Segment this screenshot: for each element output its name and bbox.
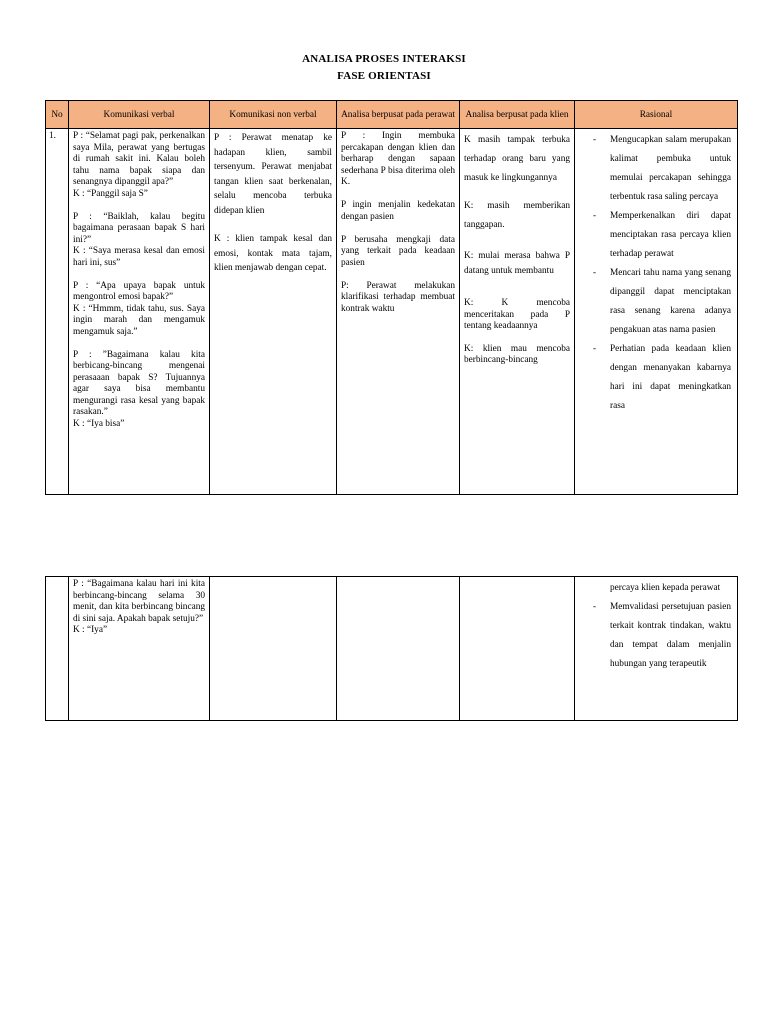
rasional-item xyxy=(577,598,731,674)
row-number: 1. xyxy=(46,129,69,495)
klien-analysis-cell xyxy=(460,577,575,721)
klien-line: K: klien mau mencoba berbincang-bincang xyxy=(464,343,570,365)
nonverbal-cell xyxy=(210,129,337,495)
verbal-line: K : “Panggil saja S” xyxy=(73,188,148,199)
rasional-item xyxy=(577,340,731,416)
nonverbal-line: K : klien tampak kesal dan emosi, kontak mata tajam, klien menjawab dengan cepat. xyxy=(214,234,332,273)
rasional-text: Memvalidasi persetujuan pasien terkait kontrak tindakan, waktu dan tempat dalam menjalin hubungan yang terapeutik xyxy=(610,602,731,669)
rasional-cell xyxy=(575,577,738,721)
perawat-line: P berusaha mengkaji data yang terkait pada keadaan pasien xyxy=(341,234,455,268)
klien-analysis-cell xyxy=(460,129,575,495)
rasional-continuation: percaya klien kepada perawat xyxy=(610,583,721,593)
verbal-line: P : ”Bagaimana kalau kita berbicang-bincang mengenai perasaaan bapak S? Tujuannya agar saya bisa membantu mengurangi rasa kesal yang bapak rasakan.” xyxy=(73,349,205,417)
verbal-line: K : “Iya bisa” xyxy=(73,418,125,429)
perawat-analysis-cell xyxy=(337,577,460,721)
header-verbal: Komunikasi verbal xyxy=(69,101,210,129)
rasional-item xyxy=(577,131,731,207)
bullet-marker: - xyxy=(593,211,597,221)
verbal-line: P : “Baiklah, kalau begitu bagaimana perasaan bapak S hari ini?” xyxy=(73,211,205,245)
rasional-text: Memperkenalkan diri dapat menciptakan rasa percaya klien terhadap perawat xyxy=(610,211,731,259)
rasional-item xyxy=(577,264,731,340)
header-perawat: Analisa berpusat pada perawat xyxy=(337,101,460,129)
table-row xyxy=(46,577,738,721)
verbal-line: K : “Hmmm, tidak tahu, sus. Saya ingin marah dan mengamuk mengamuk saja.” xyxy=(73,303,205,337)
verbal-line: K : “Saya merasa kesal dan emosi hari ini, sus” xyxy=(73,246,205,268)
perawat-analysis-cell xyxy=(337,129,460,495)
verbal-line: P : “Apa upaya bapak untuk mengontrol emosi bapak?” xyxy=(73,280,205,302)
bullet-marker: - xyxy=(593,602,597,612)
rasional-text: Perhatian pada keadaan klien dengan menanyakan kabarnya hari ini dapat meningkatkan rasa xyxy=(610,344,731,411)
verbal-line: P : “Bagaimana kalau hari ini kita berbincang-bincang selama 30 menit, dan kita berbincang bincang di sini saja. Apakah bapak setuju?” xyxy=(73,579,205,624)
rasional-list xyxy=(577,131,731,416)
nonverbal-line: P : Perawat menatap ke hadapan klien, sambil tersenyum. Perawat menjabat tangan klien saat berkenalan, selalu mencoba terbuka didepan klien xyxy=(214,133,332,216)
perawat-line: P: Perawat melakukan klarifikasi terhadap membuat kontrak waktu xyxy=(341,280,455,314)
verbal-line: K : “Iya” xyxy=(73,625,108,635)
bullet-marker: - xyxy=(593,344,597,354)
verbal-cell xyxy=(69,129,210,495)
bullet-marker: - xyxy=(593,135,597,145)
rasional-text: Mengucapkan salam merupakan kalimat pembuka untuk memulai percakapan sehingga terbentuk rasa saling percaya xyxy=(610,135,731,202)
table-row xyxy=(46,129,738,495)
rasional-cell xyxy=(575,129,738,495)
klien-line: K: K mencoba menceritakan pada P tentang keadaannya xyxy=(464,298,570,331)
perawat-line: P : Ingin membuka percakapan dengan klien dan berharap dengan sapaan sederhana P bisa diterima oleh K. xyxy=(341,131,455,187)
rasional-list xyxy=(577,598,731,674)
interaction-table xyxy=(45,100,738,495)
klien-line: K masih tampak terbuka terhadap orang baru yang masuk ke lingkungannya xyxy=(464,135,570,183)
header-no: No xyxy=(46,101,69,129)
klien-line: K: mulai merasa bahwa P datang untuk membantu xyxy=(464,251,570,276)
rasional-item xyxy=(577,207,731,264)
header-row xyxy=(46,101,738,129)
perawat-line: P ingin menjalin kedekatan dengan pasien xyxy=(341,200,455,222)
bullet-marker: - xyxy=(593,268,597,278)
document-subtitle: FASE ORIENTASI xyxy=(337,70,431,82)
nonverbal-cell xyxy=(210,577,337,721)
klien-line: K: masih memberikan tanggapan. xyxy=(464,201,570,230)
document-title: ANALISA PROSES INTERAKSI xyxy=(302,53,466,65)
interaction-table-continued xyxy=(45,576,738,721)
rasional-text: Mencari tahu nama yang senang dipanggil dapat menciptakan rasa senang karena adanya pengakuan atas nama pasien xyxy=(610,268,731,335)
verbal-cell xyxy=(69,577,210,721)
row-number xyxy=(46,577,69,721)
header-rasional: Rasional xyxy=(575,101,738,129)
header-klien: Analisa berpusat pada klien xyxy=(460,101,575,129)
verbal-line: P : “Selamat pagi pak, perkenalkan saya Mila, perawat yang bertugas di rumah sakit ini. Kalau boleh tahu nama bapak siapa dan senangnya dipanggil apa?” xyxy=(73,131,205,187)
header-nonverbal: Komunikasi non verbal xyxy=(210,101,337,129)
